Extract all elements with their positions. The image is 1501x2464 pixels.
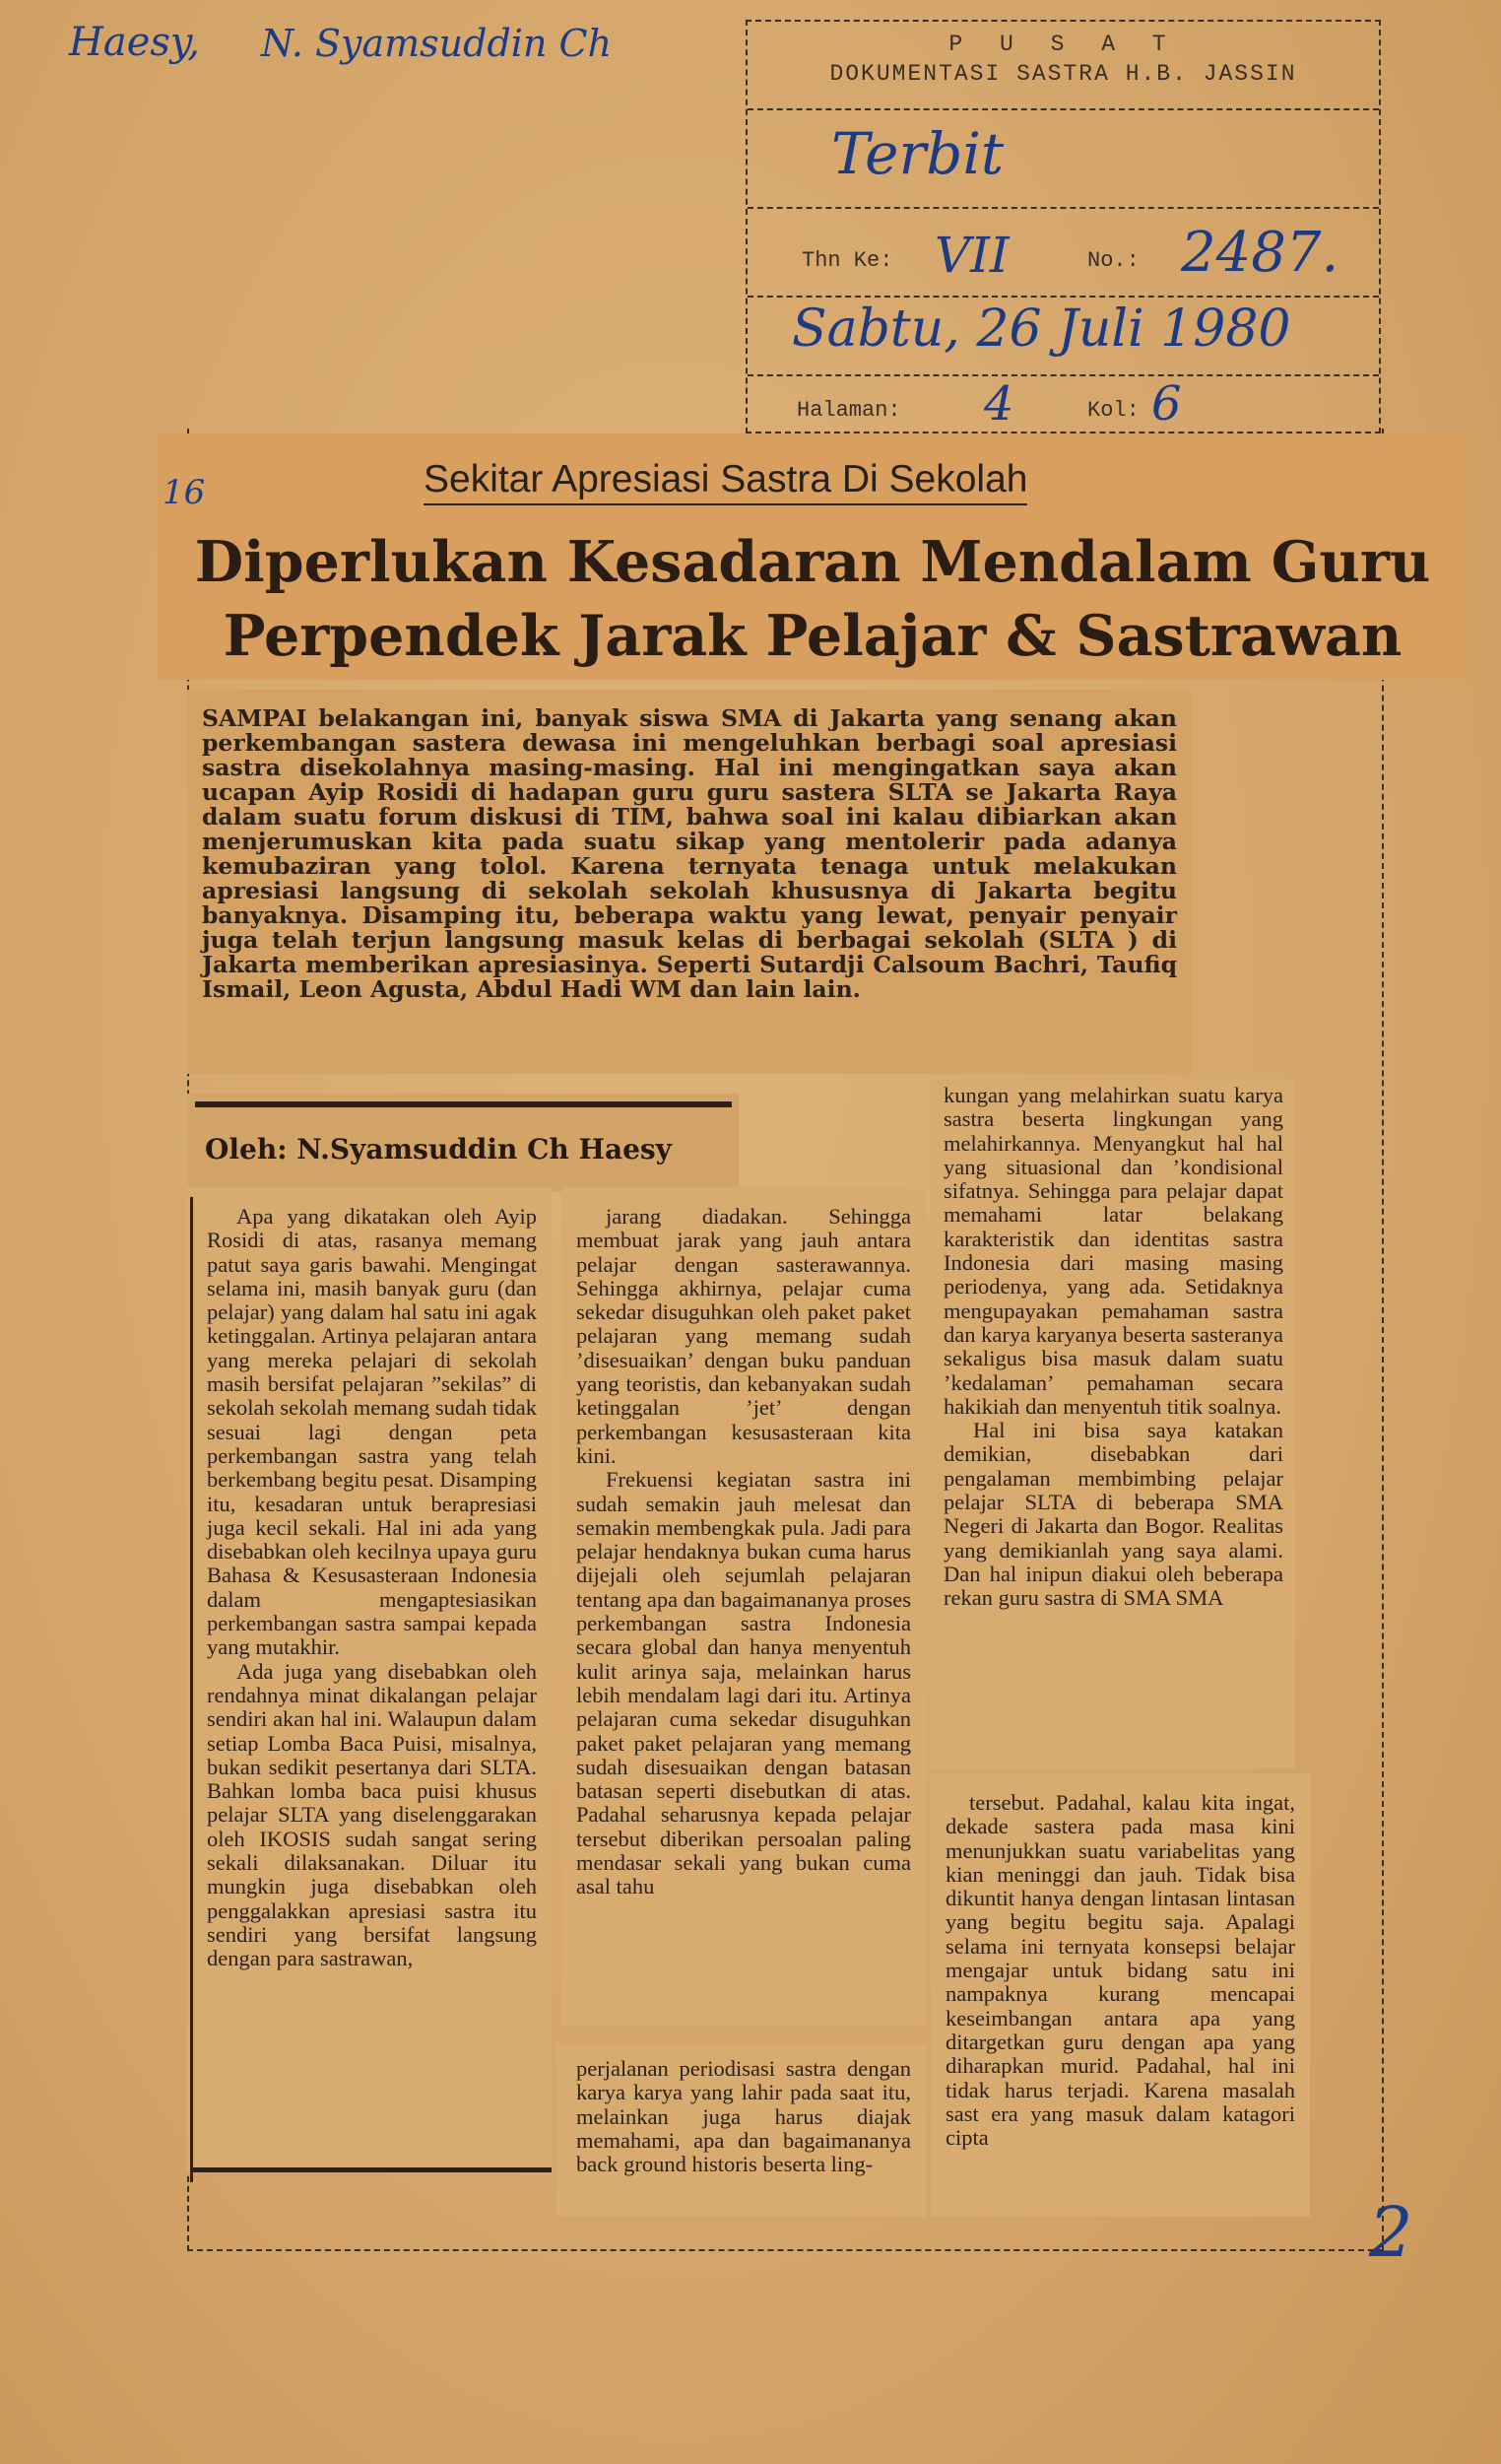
column-2-paragraph-2: Frekuensi kegiatan sastra ini sudah semakin jauh melesat dan semakin membengkak pula. Jadi para pelajar hendaknya bukan cuma harus dijejali oleh sejumlah pelajaran tentang apa dan bagaimananya proses perkembangan sastra Indonesia secara global dan hanya menyentuh kulit arinya saja, melainkan harus lebih mendalam lagi dari itu. Artinya pelajaran cuma sekedar disuguhkan paket paket pelajaran yang memang sudah disesuaikan dengan batasan batasan seperti disebutkan di atas. Padahal seharusnya kepada pelajar tersebut diberikan persoalan paling mendasar sekali yang bukan cuma asal tahu [576, 1467, 911, 1899]
stamp-date-row [748, 298, 1379, 376]
stamp-header [748, 22, 1379, 110]
stamp-title-line1: P U S A T [948, 32, 1178, 57]
article-rubric: Sekitar Apresiasi Sastra Di Sekolah [424, 458, 1027, 505]
column-2-continuation [576, 2057, 911, 2176]
stamp-page-row [748, 376, 1379, 435]
stamp-year-label: Thn Ke: [802, 248, 893, 273]
stamp-number-label: No.: [1087, 248, 1140, 273]
column-1-left-rule [190, 1197, 193, 2182]
stamp-page-value: 4 [984, 376, 1014, 432]
stamp-status-row [748, 110, 1379, 209]
stamp-column-value: 6 [1151, 376, 1182, 432]
column-2-continuation-text: perjalanan periodisasi sastra dengan karya karya yang lahir pada saat itu, melainkan juga harus diajak memahami, apa dan bagaimananya back ground historis beserta ling- [576, 2056, 911, 2177]
stamp-number-row [748, 209, 1379, 298]
column-3-continuation [946, 1791, 1295, 2150]
handwritten-author-surname: Haesy, [69, 20, 200, 65]
column-1-paragraph-2: Ada juga yang disebabkan oleh rendahnya minat dikalangan pelajar sendiri akan hal ini. Walaupun dalam setiap Lomba Baca Puisi, misalnya, bukan sedikit pesertanya dari SLTA. Bahkan lomba baca puisi khusus pelajar SLTA yang diselenggarakan oleh IKOSIS sudah sangat sering sekali dilaksanakan. Diluar itu mungkin juga disebabkan oleh penggalakkan apresiasi sastra itu sendiri yang bersifat langsung dengan para sastrawan, [207, 1658, 537, 1971]
column-1-paragraph-1: Apa yang dikatakan oleh Ayip Rosidi di atas, rasanya memang patut saya garis bawahi. Mengingat selama ini, masih banyak guru (dan pelajar) yang dalam hal satu ini agak ketinggalan. Artinya pelajaran antara yang mereka pelajari di sekolah masih bersifat pelajaran ”sekilas” di sekolah sekolah memang sudah tidak sesuai lagi dengan peta perkembangan sastra yang telah berkembang begitu pesat. Disamping itu, kesadaran untuk berapresiasi juga kecil sekali. Hal ini ada yang disebabkan oleh kecilnya upaya guru Bahasa & Kesusasteraan Indonesia dalam mengaptesiasikan perkembangan sastra sampai kepada yang mutakhir. [207, 1204, 537, 1660]
stamp-date-value: Sabtu, 26 Juli 1980 [792, 300, 1291, 359]
column-3-continuation-text: tersebut. Padahal, kalau kita ingat, dekade sastera pada masa kini menunjukkan suatu variabelitas yang kian meninggi dan jauh. Tidak bisa dikuntit hanya dengan lintasan lintasan yang begitu begitu saja. Apalagi selama ini ternyata konsepsi belajar mengajar untuk bidang satu ini nampaknya kurang mencapai keseimbangan antara apa yang ditargetkan guru dengan apa yang diharapkan murid. Padahal, hal ini tidak harus terjadi. Karena masalah sast era yang masuk dalam katagori cipta [946, 1790, 1295, 2151]
byline-rule [195, 1101, 732, 1107]
handwritten-margin-mark: 2 [1369, 2192, 1413, 2273]
stamp-column-label: Kol: [1087, 398, 1140, 423]
column-1-bottom-rule [192, 2167, 552, 2172]
column-3-paragraph-2: Hal ini bisa saya katakan demikian, disebabkan dari pengalaman membimbing pelajar pelajar SLTA di beberapa SMA Negeri di Jakarta dan Bogor. Realitas yang demikianlah yang saya alami. Dan hal inipun diakui oleh beberapa rekan guru sastra di SMA SMA [944, 1418, 1283, 1611]
archive-stamp [746, 20, 1381, 433]
byline: Oleh: N.Syamsuddin Ch Haesy [205, 1133, 672, 1165]
stamp-number-value: 2487. [1181, 221, 1339, 285]
column-1-text [207, 1205, 537, 1971]
stamp-page-label: Halaman: [797, 398, 901, 423]
stamp-title-line2: DOKUMENTASI SASTRA H.B. JASSIN [829, 61, 1297, 87]
headline-line-1: Diperlukan Kesadaran Mendalam Guru [194, 529, 1431, 595]
headline-line-2: Perpendek Jarak Pelajar & Sastrawan [223, 603, 1403, 669]
handwritten-author-name: N. Syamsuddin Ch [261, 22, 613, 65]
column-2-paragraph-1: jarang diadakan. Sehingga membuat jarak yang jauh antara pelajar dengan sasterawannya. Sehingga akhirnya, pelajar cuma sekedar disuguhkan oleh paket paket pelajaran yang memang sudah ’disesuaikan’ dengan buku panduan yang teoristis, dan kebanyakan sudah ketinggalan ’jet’ dengan perkembangan kesusasteraan kita kini. [576, 1204, 911, 1468]
column-2-text [576, 1205, 911, 1899]
stamp-status-value: Terbit [831, 120, 1005, 187]
column-3-text [944, 1084, 1283, 1611]
lead-paragraph: SAMPAI belakangan ini, banyak siswa SMA di Jakarta yang senang akan perkembangan sastera dewasa ini mengeluhkan berbagi soal apresiasi sastra disekolahnya masing-masing. Hal ini mengingatkan saya akan ucapan Ayip Rosidi di hadapan guru guru sastera SLTA se Jakarta Raya dalam suatu forum diskusi di TIM, bahwa soal ini kalau dibiarkan akan menjerumuskan kita pada suatu sikap yang mentolerir pada adanya kemubaziran yang tolol. Karena ternyata tenaga untuk melakukan apresiasi langsung di sekolah sekolah khususnya di Jakarta begitu banyaknya. Disamping itu, beberapa waktu yang lewat, penyair penyair juga telah terjun langsung masuk kelas di berbagai sekolah (SLTA ) di Jakarta memberikan apresiasinya. Seperti Sutardji Calsoum Bachri, Taufiq Ismail, Leon Agusta, Abdul Hadi WM dan lain lain. [202, 704, 1177, 1003]
page-marker: 16 [163, 473, 206, 512]
stamp-year-value: VII [935, 227, 1010, 284]
column-3-paragraph-1: kungan yang melahirkan suatu karya sastra beserta lingkungan yang melahirkannya. Menyangkut hal hal yang situasional dan ’kondisional sifatnya. Sehingga para pelajar dapat memahami latar belakang karakteristik dan identitas sastra Indonesia dari masing masing periodenya, yang ada. Setidaknya mengupayakan pemahaman sastra dan karya karyanya beserta sasteranya sekaligus bisa masuk dalam suatu ’kedalaman’ pemahaman secara hakikiah dan menyentuh titik soalnya. [944, 1083, 1283, 1419]
